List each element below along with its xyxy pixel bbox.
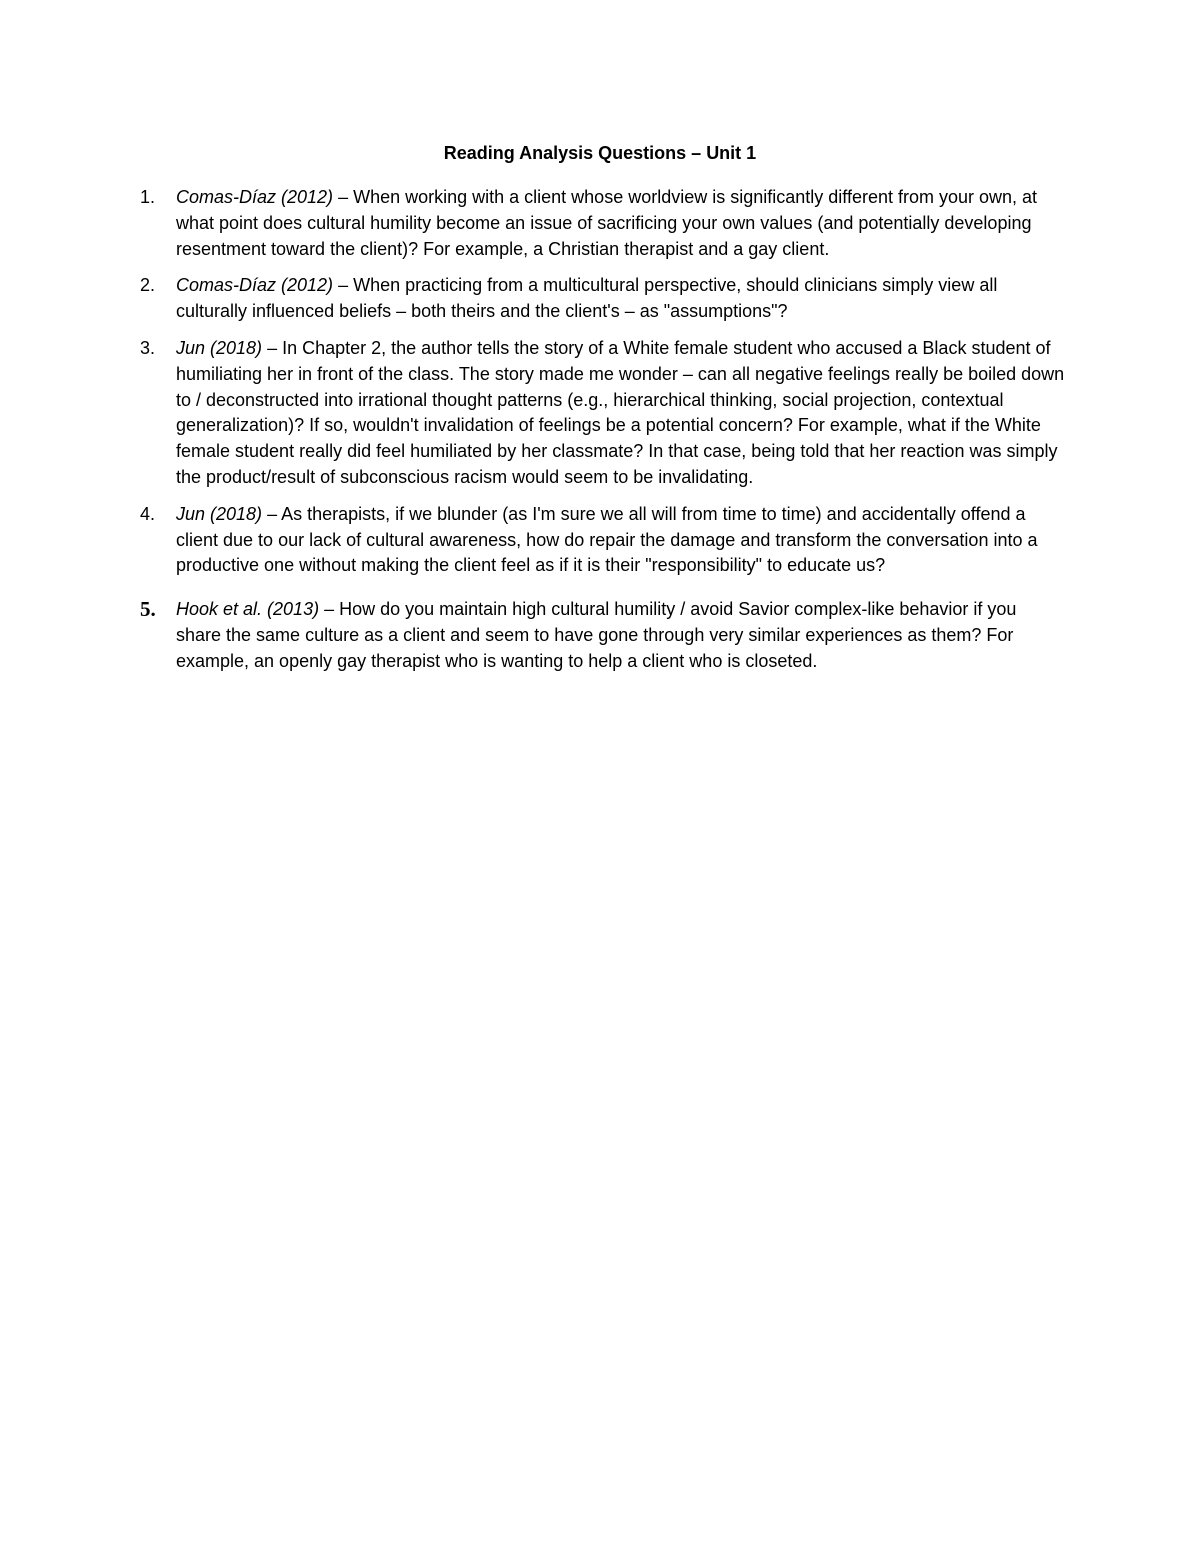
question-item-5: [0, 597, 1066, 674]
question-number: 3.: [140, 337, 156, 358]
question-number: 4.: [140, 503, 156, 524]
page-title: Reading Analysis Questions – Unit 1: [443, 143, 757, 163]
question-citation: Comas-Díaz (2012): [176, 187, 334, 207]
question-text: – When practicing from a multicultural perspective, should clinicians simply view all culturally influenced beliefs – both theirs and the client's – as "assumptions"?: [176, 275, 998, 322]
question-citation: Jun (2018): [176, 503, 263, 524]
question-number: 2.: [140, 275, 156, 296]
question-text: – As therapists, if we blunder (as I'm sure we all will from time to time) and accidentally offend a client due to our lack of cultural awareness, how do repair the damage and transform the conversation into a productive one without making the client feel as if it is their "responsibility" to educate us?: [176, 503, 1038, 576]
question-number: 1.: [140, 187, 156, 207]
question-item-3: [0, 336, 1066, 491]
question-text: – How do you maintain high cultural humility / avoid Savior complex-like behavior if you share the same culture as a client and seem to have gone through very similar experiences as them? For example, an openly gay therapist who is wanting to help a client who is closeted.: [176, 599, 1017, 671]
question-item-2: [0, 273, 1066, 325]
question-number: 5.: [140, 597, 156, 622]
question-item-4: [0, 502, 1066, 579]
question-item-1: [0, 185, 1066, 262]
question-citation: Hook et al. (2013): [176, 599, 320, 620]
question-citation: Jun (2018): [176, 337, 263, 358]
question-list: [0, 185, 1200, 686]
question-citation: Comas-Díaz (2012): [176, 275, 334, 296]
question-text: – In Chapter 2, the author tells the story of a White female student who accused a Black student of humiliating her in front of the class. The story made me wonder – can all negative feelings really be boiled down to / deconstructed into irrational thought patterns (e.g., hierarchical thinking, social projection, contextual generalization)? If so, wouldn't invalidation of feelings be a potential concern? For example, what if the White female student really did feel humiliated by her classmate? In that case, being told that her reaction was simply the product/result of subconscious racism would seem to be invalidating.: [176, 337, 1065, 487]
question-text: – When working with a client whose worldview is significantly different from your own, at what point does cultural humility become an issue of sacrificing your own values (and potentially developing resentment toward the client)? For example, a Christian therapist and a gay client.: [176, 187, 1038, 259]
